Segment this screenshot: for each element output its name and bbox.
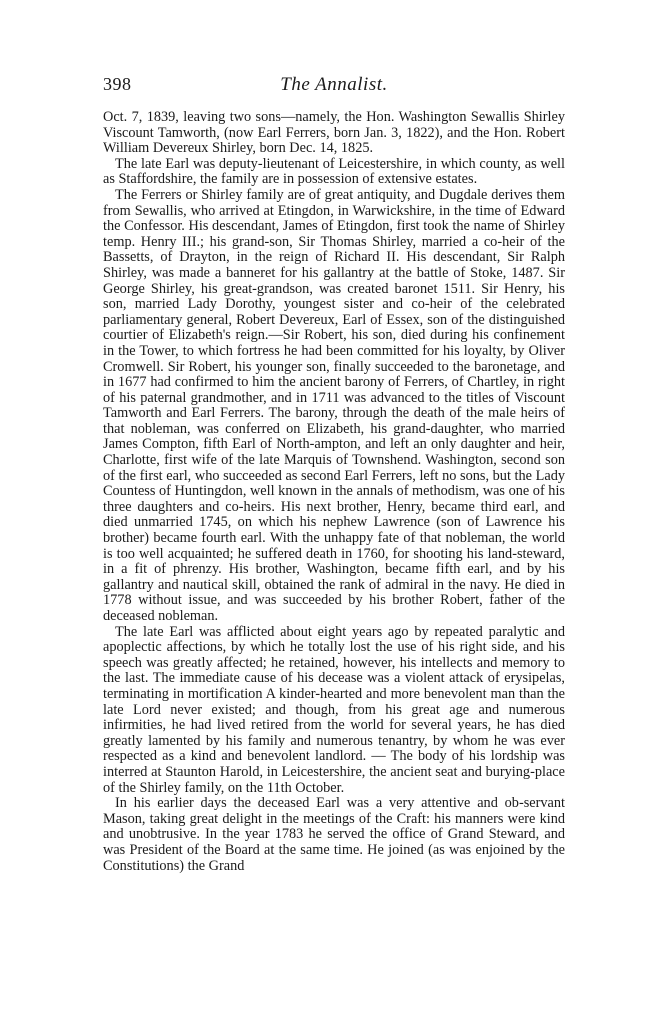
body-text bbox=[103, 110, 565, 874]
paragraph-masonic-career: In his earlier days the deceased Earl was a very attentive and ob-servant Mason, taking great delight in the meetings of the Craft: his manners were kind and unobtrusive. In the year 1783 he served the office of Grand Steward, and was President of the Board at the same time. He joined (as was enjoined by the Constitutions) the Grand bbox=[103, 795, 565, 874]
page-number: 398 bbox=[103, 74, 132, 94]
paragraph-continuation: Oct. 7, 1839, leaving two sons—namely, the Hon. Washington Sewallis Shirley Viscount Tamworth, (now Earl Ferrers, born Jan. 3, 1822), and the Hon. Robert William Devereux Shirley, born Dec. 14, 1825. bbox=[103, 109, 565, 157]
journal-title: The Annalist. bbox=[280, 74, 388, 95]
running-head bbox=[103, 74, 565, 102]
paragraph-family-history: The Ferrers or Shirley family are of great antiquity, and Dugdale derives them from Sewallis, who arrived at Etingdon, in Warwickshire, in the time of Edward the Confessor. His descendant, James of Etingdon, first took the name of Shirley temp. Henry III.; his grand-son, Sir Thomas Shirley, married a co-heir of the Bassetts, of Drayton, in the reign of Richard II. His descendant, Sir Ralph Shirley, was made a banneret for his gallantry at the battle of Stoke, 1487. Sir George Shirley, his great-grandson, was created baronet 1511. Sir Henry, his son, married Lady Dorothy, youngest sister and co-heir of the celebrated parliamentary general, Robert Devereux, Earl of Essex, son of the distinguished courtier of Elizabeth's reign.—Sir Robert, his son, died during his confinement in the Tower, to which fortress he had been committed for his loyalty, by Oliver Cromwell. Sir Robert, his younger son, finally succeeded to the baronetage, and in 1677 had confirmed to him the ancient barony of Ferrers, of Chartley, in right of his paternal grandmother, and in 1711 was advanced to the titles of Viscount Tamworth and Earl Ferrers. The barony, through the death of the male heirs of that nobleman, was conferred on Elizabeth, his grand-daughter, who married James Compton, fifth Earl of North-ampton, and left an only daughter and heir, Charlotte, first wife of the late Marquis of Townshend. Washington, second son of the first earl, who succeeded as second Earl Ferrers, left no sons, but the Lady Countess of Huntingdon, well known in the annals of methodism, was one of his three daughters and co-heirs. His next brother, Henry, became third earl, and died unmarried 1745, on which his nephew Lawrence (son of Lawrence his brother) became fourth earl. With the unhappy fate of that nobleman, the world is too well acquainted; he suffered death in 1760, for shooting his land-steward, in a fit of phrenzy. His brother, Washington, became fifth earl, and by his gallantry and nautical skill, obtained the rank of admiral in the navy. He died in 1778 without issue, and was succeeded by his brother Robert, father of the deceased nobleman. bbox=[103, 186, 565, 624]
paragraph-deputy-lieutenant: The late Earl was deputy-lieutenant of Leicestershire, in which county, as well as Staffordshire, the family are in possession of extensive estates. bbox=[103, 155, 565, 188]
book-page bbox=[103, 74, 565, 874]
paragraph-illness-and-burial: The late Earl was afflicted about eight years ago by repeated paralytic and apoplectic affections, by which he totally lost the use of his right side, and his speech was greatly affected; he retained, however, his intellects and memory to the last. The immediate cause of his decease was a violent attack of erysipelas, terminating in mortification A kinder-hearted and more benevolent man than the late Lord never existed; and though, from his great age and numerous infirmities, he had lived retired from the world for several years, he has died greatly lamented by his family and numerous tenantry, by whom he was ever respected as a kind and benevolent landlord. — The body of his lordship was interred at Staunton Harold, in Leicestershire, the ancient seat and burying-place of the Shirley family, on the 11th October. bbox=[103, 623, 565, 796]
